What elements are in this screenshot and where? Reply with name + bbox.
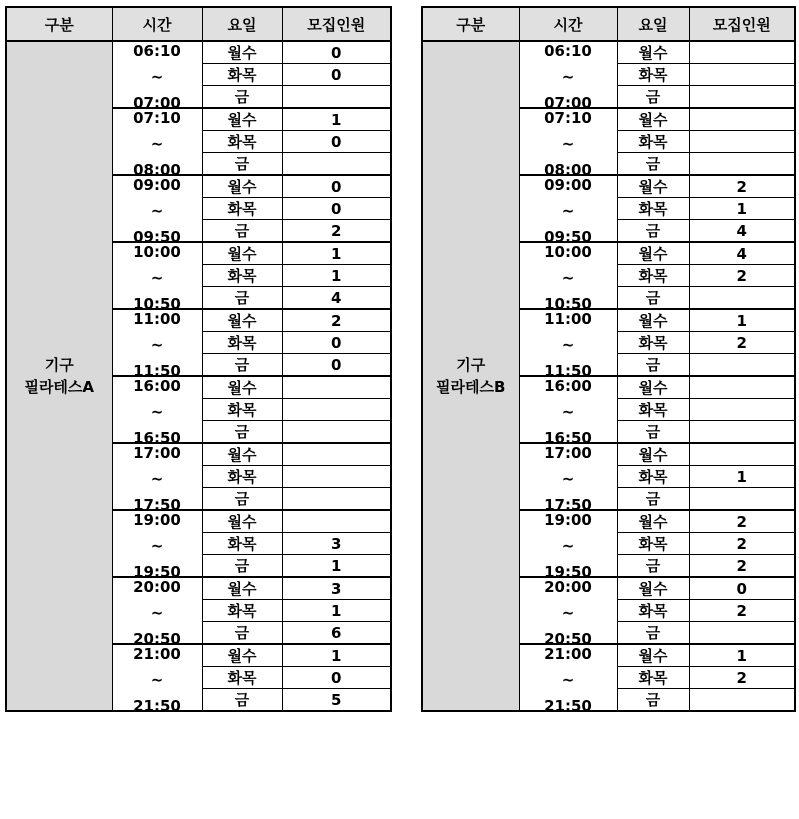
recruit-count-cell (689, 443, 795, 466)
time-end: 09:50 (544, 228, 592, 242)
day-cell: 화목 (202, 198, 282, 220)
time-separator: ~ (150, 604, 164, 622)
day-cell: 금 (617, 354, 689, 377)
time-separator: ~ (150, 537, 164, 555)
header-time: 시간 (519, 7, 617, 41)
recruit-count-cell: 0 (282, 41, 391, 64)
time-end: 17:50 (544, 496, 592, 510)
schedule-table-b (421, 6, 796, 712)
time-start: 19:00 (544, 511, 592, 529)
time-end: 11:50 (133, 362, 181, 376)
recruit-count-cell: 2 (689, 667, 795, 689)
time-start: 17:00 (133, 444, 181, 462)
day-cell: 월수 (617, 577, 689, 600)
day-cell: 월수 (617, 644, 689, 667)
day-cell: 월수 (617, 108, 689, 131)
recruit-count-cell: 2 (689, 332, 795, 354)
time-end: 07:00 (133, 94, 181, 108)
recruit-count-cell (282, 443, 391, 466)
recruit-count-cell (282, 376, 391, 399)
day-cell: 월수 (617, 376, 689, 399)
day-cell: 금 (202, 622, 282, 645)
recruit-count-cell (282, 86, 391, 109)
time-end: 21:50 (133, 697, 181, 711)
day-cell: 화목 (617, 399, 689, 421)
recruit-count-cell (282, 466, 391, 488)
day-cell: 화목 (202, 600, 282, 622)
time-start: 09:00 (133, 176, 181, 194)
header-recruit: 모집인원 (689, 7, 795, 41)
time-start: 10:00 (133, 243, 181, 261)
day-cell: 화목 (202, 64, 282, 86)
day-cell: 금 (617, 153, 689, 176)
day-cell: 금 (617, 622, 689, 645)
recruit-count-cell (689, 376, 795, 399)
recruit-count-cell (689, 622, 795, 645)
time-range-cell (112, 376, 202, 443)
header-row (422, 7, 795, 41)
recruit-count-cell (689, 689, 795, 712)
time-end: 09:50 (133, 228, 181, 242)
day-cell: 화목 (617, 466, 689, 488)
time-end: 20:50 (544, 630, 592, 644)
time-end: 20:50 (133, 630, 181, 644)
time-range-cell (112, 242, 202, 309)
recruit-count-cell: 0 (282, 64, 391, 86)
day-cell: 금 (617, 86, 689, 109)
time-start: 11:00 (133, 310, 181, 328)
day-cell: 월수 (617, 510, 689, 533)
day-cell: 화목 (617, 332, 689, 354)
time-separator: ~ (150, 470, 164, 488)
time-separator: ~ (561, 269, 575, 287)
recruit-count-cell (689, 421, 795, 444)
day-cell: 월수 (617, 309, 689, 332)
recruit-count-cell (282, 488, 391, 511)
header-time: 시간 (112, 7, 202, 41)
recruit-count-cell: 6 (282, 622, 391, 645)
recruit-count-cell (689, 41, 795, 64)
time-end: 07:00 (544, 94, 592, 108)
day-cell: 월수 (617, 242, 689, 265)
day-cell: 금 (202, 689, 282, 712)
recruit-count-cell (689, 287, 795, 310)
table-row (422, 41, 795, 64)
day-cell: 월수 (202, 443, 282, 466)
time-range-cell (519, 309, 617, 376)
recruit-count-cell (282, 510, 391, 533)
recruit-count-cell: 3 (282, 533, 391, 555)
day-cell: 화목 (202, 667, 282, 689)
day-cell: 월수 (202, 644, 282, 667)
day-cell: 금 (202, 354, 282, 377)
recruit-count-cell (282, 421, 391, 444)
header-category: 구분 (6, 7, 112, 41)
category-subname: 필라테스A (24, 378, 95, 396)
day-cell: 월수 (202, 376, 282, 399)
recruit-count-cell: 2 (689, 265, 795, 287)
time-separator: ~ (561, 470, 575, 488)
time-end: 08:00 (133, 161, 181, 175)
time-end: 21:50 (544, 697, 592, 711)
day-cell: 월수 (202, 175, 282, 198)
recruit-count-cell: 0 (282, 667, 391, 689)
recruit-count-cell (689, 108, 795, 131)
time-separator: ~ (150, 269, 164, 287)
recruit-count-cell: 2 (689, 555, 795, 578)
category-subname: 필라테스B (436, 378, 506, 396)
day-cell: 금 (617, 421, 689, 444)
day-cell: 월수 (202, 510, 282, 533)
recruit-count-cell: 1 (689, 466, 795, 488)
day-cell: 화목 (617, 198, 689, 220)
recruit-count-cell: 3 (282, 577, 391, 600)
time-range-cell (112, 309, 202, 376)
time-separator: ~ (150, 135, 164, 153)
time-start: 16:00 (133, 377, 181, 395)
time-start: 17:00 (544, 444, 592, 462)
recruit-count-cell (689, 399, 795, 421)
time-separator: ~ (561, 403, 575, 421)
day-cell: 월수 (202, 41, 282, 64)
time-end: 19:50 (133, 563, 181, 577)
day-cell: 화목 (617, 667, 689, 689)
day-cell: 월수 (617, 443, 689, 466)
day-cell: 월수 (202, 108, 282, 131)
day-cell: 화목 (617, 131, 689, 153)
recruit-count-cell: 1 (282, 265, 391, 287)
time-start: 19:00 (133, 511, 181, 529)
time-range-cell (112, 510, 202, 577)
time-range-cell (519, 376, 617, 443)
recruit-count-cell: 4 (689, 220, 795, 243)
recruit-count-cell: 2 (689, 510, 795, 533)
recruit-count-cell: 0 (282, 175, 391, 198)
time-start: 20:00 (544, 578, 592, 596)
time-range-cell (112, 644, 202, 711)
time-range-cell (112, 443, 202, 510)
time-separator: ~ (561, 537, 575, 555)
time-start: 21:00 (544, 645, 592, 663)
day-cell: 금 (202, 220, 282, 243)
category-cell (6, 41, 112, 711)
recruit-count-cell (689, 64, 795, 86)
recruit-count-cell: 2 (689, 533, 795, 555)
day-cell: 화목 (617, 64, 689, 86)
category-name: 기구 (44, 356, 74, 374)
recruit-count-cell: 0 (689, 577, 795, 600)
time-range-cell (112, 108, 202, 175)
time-separator: ~ (150, 403, 164, 421)
day-cell: 화목 (202, 131, 282, 153)
time-end: 11:50 (544, 362, 592, 376)
time-start: 07:10 (544, 109, 592, 127)
recruit-count-cell (282, 153, 391, 176)
time-range-cell (519, 443, 617, 510)
time-start: 07:10 (133, 109, 181, 127)
time-end: 10:50 (133, 295, 181, 309)
day-cell: 금 (202, 86, 282, 109)
time-separator: ~ (561, 135, 575, 153)
day-cell: 화목 (617, 265, 689, 287)
time-separator: ~ (150, 68, 164, 86)
time-range-cell (519, 175, 617, 242)
recruit-count-cell: 1 (689, 644, 795, 667)
recruit-count-cell: 4 (689, 242, 795, 265)
day-cell: 월수 (202, 242, 282, 265)
recruit-count-cell: 1 (282, 600, 391, 622)
time-separator: ~ (150, 202, 164, 220)
time-start: 10:00 (544, 243, 592, 261)
category-name: 기구 (456, 356, 486, 374)
header-day: 요일 (617, 7, 689, 41)
time-range-cell (519, 108, 617, 175)
recruit-count-cell: 1 (282, 108, 391, 131)
header-category: 구분 (422, 7, 519, 41)
day-cell: 금 (617, 287, 689, 310)
recruit-count-cell: 0 (282, 332, 391, 354)
time-end: 08:00 (544, 161, 592, 175)
time-separator: ~ (561, 604, 575, 622)
day-cell: 금 (617, 689, 689, 712)
day-cell: 금 (617, 555, 689, 578)
recruit-count-cell: 0 (282, 354, 391, 377)
recruit-count-cell: 0 (282, 131, 391, 153)
header-day: 요일 (202, 7, 282, 41)
time-start: 06:10 (544, 42, 592, 60)
schedule-table-a (5, 6, 392, 712)
day-cell: 금 (202, 421, 282, 444)
recruit-count-cell (689, 153, 795, 176)
time-start: 06:10 (133, 42, 181, 60)
day-cell: 금 (617, 488, 689, 511)
recruit-count-cell: 1 (282, 242, 391, 265)
recruit-count-cell: 5 (282, 689, 391, 712)
recruit-count-cell: 2 (282, 220, 391, 243)
recruit-count-cell (689, 488, 795, 511)
day-cell: 화목 (202, 533, 282, 555)
day-cell: 금 (617, 220, 689, 243)
recruit-count-cell: 1 (282, 555, 391, 578)
time-end: 19:50 (544, 563, 592, 577)
time-separator: ~ (561, 202, 575, 220)
time-start: 21:00 (133, 645, 181, 663)
day-cell: 금 (202, 287, 282, 310)
recruit-count-cell: 1 (689, 198, 795, 220)
time-start: 20:00 (133, 578, 181, 596)
recruit-count-cell: 1 (689, 309, 795, 332)
time-range-cell (519, 510, 617, 577)
day-cell: 금 (202, 555, 282, 578)
recruit-count-cell: 1 (282, 644, 391, 667)
day-cell: 금 (202, 153, 282, 176)
recruit-count-cell: 2 (282, 309, 391, 332)
day-cell: 월수 (617, 175, 689, 198)
table-row (6, 41, 391, 64)
time-range-cell (112, 175, 202, 242)
day-cell: 월수 (202, 577, 282, 600)
day-cell: 화목 (202, 332, 282, 354)
time-separator: ~ (150, 671, 164, 689)
time-range-cell (519, 242, 617, 309)
recruit-count-cell (689, 354, 795, 377)
time-range-cell (112, 41, 202, 108)
day-cell: 화목 (202, 466, 282, 488)
day-cell: 화목 (202, 399, 282, 421)
time-start: 09:00 (544, 176, 592, 194)
day-cell: 화목 (202, 265, 282, 287)
time-end: 17:50 (133, 496, 181, 510)
time-range-cell (519, 41, 617, 108)
time-range-cell (112, 577, 202, 644)
day-cell: 월수 (617, 41, 689, 64)
time-separator: ~ (561, 68, 575, 86)
recruit-count-cell: 2 (689, 600, 795, 622)
time-end: 16:50 (133, 429, 181, 443)
recruit-count-cell (689, 131, 795, 153)
time-separator: ~ (150, 336, 164, 354)
category-cell (422, 41, 519, 711)
header-recruit: 모집인원 (282, 7, 391, 41)
time-range-cell (519, 577, 617, 644)
day-cell: 화목 (617, 533, 689, 555)
time-end: 10:50 (544, 295, 592, 309)
time-start: 16:00 (544, 377, 592, 395)
time-separator: ~ (561, 336, 575, 354)
time-start: 11:00 (544, 310, 592, 328)
header-row (6, 7, 391, 41)
recruit-count-cell (282, 399, 391, 421)
recruit-count-cell: 4 (282, 287, 391, 310)
time-end: 16:50 (544, 429, 592, 443)
time-separator: ~ (561, 671, 575, 689)
day-cell: 금 (202, 488, 282, 511)
recruit-count-cell: 2 (689, 175, 795, 198)
time-range-cell (519, 644, 617, 711)
day-cell: 화목 (617, 600, 689, 622)
recruit-count-cell: 0 (282, 198, 391, 220)
recruit-count-cell (689, 86, 795, 109)
day-cell: 월수 (202, 309, 282, 332)
